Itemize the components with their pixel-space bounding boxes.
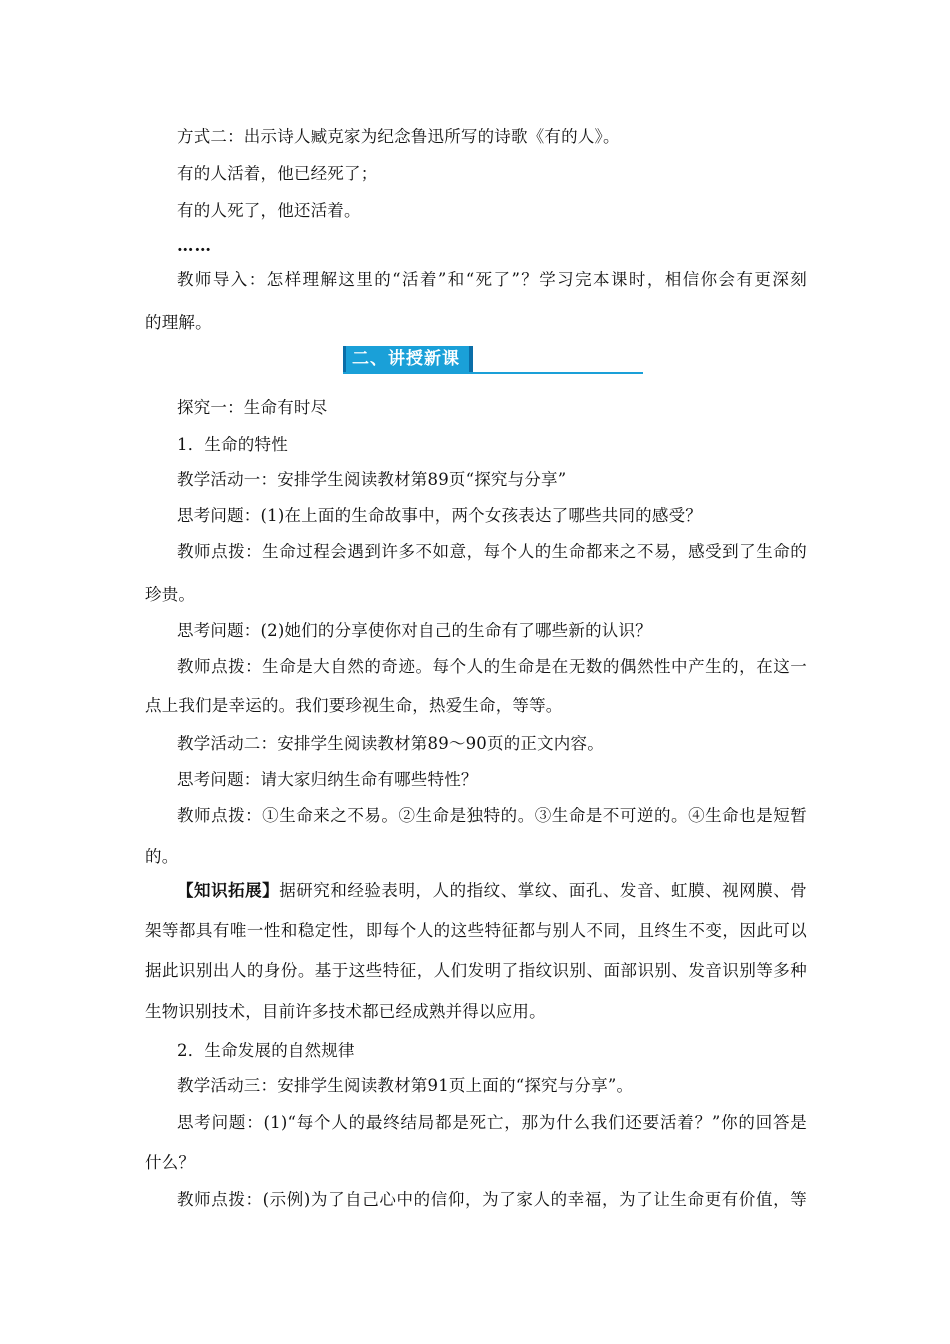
teacher-tip-two-line-1: 教师点拨：生命是大自然的奇迹。每个人的生命是在无数的偶然性中产生的，在这一 bbox=[177, 657, 807, 676]
question-four-line-1: 思考问题：(1)“每个人的最终结局都是死亡，那为什么我们还要活着？”你的回答是 bbox=[177, 1113, 807, 1132]
teacher-tip-three-line-1: 教师点拨：①生命来之不易。②生命是独特的。③生命是不可逆的。④生命也是短暂 bbox=[177, 806, 807, 825]
subheading-life-traits: 1．生命的特性 bbox=[177, 435, 288, 454]
question-two: 思考问题：(2)她们的分享使你对自己的生命有了哪些新的认识？ bbox=[177, 621, 652, 640]
teacher-tip-one-line-1: 教师点拨：生命过程会遇到许多不如意，每个人的生命都来之不易，感受到了生命的 bbox=[177, 542, 807, 561]
teacher-tip-two-line-2: 点上我们是幸运的。我们要珍视生命，热爱生命，等等。 bbox=[145, 696, 563, 715]
section-title: 二、讲授新课 bbox=[352, 349, 460, 369]
section-underline bbox=[343, 372, 643, 374]
explore-one-heading: 探究一：生命有时尽 bbox=[177, 398, 328, 417]
poem-line-1: 有的人活着，他已经死了； bbox=[177, 164, 378, 183]
question-one: 思考问题：(1)在上面的生命故事中，两个女孩表达了哪些共同的感受？ bbox=[177, 506, 702, 525]
question-three: 思考问题：请大家归纳生命有哪些特性？ bbox=[177, 770, 478, 789]
teacher-tip-three-line-2: 的。 bbox=[145, 847, 179, 866]
poem-ellipsis: …… bbox=[177, 236, 212, 255]
question-four-line-2: 什么？ bbox=[145, 1153, 196, 1172]
knowledge-extension-line-4: 生物识别技术，目前许多技术都已经成熟并得以应用。 bbox=[145, 1002, 546, 1021]
paragraph-method-two: 方式二：出示诗人臧克家为纪念鲁迅所写的诗歌《有的人》。 bbox=[177, 127, 620, 146]
section-header-box bbox=[343, 346, 469, 372]
activity-three: 教学活动三：安排学生阅读教材第91页上面的“探究与分享”。 bbox=[177, 1076, 634, 1095]
activity-two: 教学活动二：安排学生阅读教材第89～90页的正文内容。 bbox=[177, 734, 604, 753]
teacher-intro-line-2: 的理解。 bbox=[145, 313, 212, 332]
knowledge-extension-line-1 bbox=[177, 879, 807, 903]
teacher-tip-four: 教师点拨：(示例)为了自己心中的信仰，为了家人的幸福，为了让生命更有价值，等 bbox=[177, 1190, 807, 1209]
teacher-tip-one-line-2: 珍贵。 bbox=[145, 585, 196, 604]
poem-line-2: 有的人死了，他还活着。 bbox=[177, 201, 361, 220]
knowledge-extension-line-3: 据此识别出人的身份。基于这些特征，人们发明了指纹识别、面部识别、发音识别等多种 bbox=[145, 961, 807, 980]
section-header bbox=[343, 346, 643, 374]
teacher-intro-line-1: 教师导入：怎样理解这里的“活着”和“死了”？学习完本课时，相信你会有更深刻 bbox=[177, 270, 807, 289]
activity-one: 教学活动一：安排学生阅读教材第89页“探究与分享” bbox=[177, 470, 567, 489]
section-header-bar bbox=[469, 346, 473, 372]
knowledge-extension-label: 【知识拓展】 bbox=[177, 881, 280, 900]
knowledge-extension-line-2: 架等都具有唯一性和稳定性，即每个人的这些特征都与别人不同，且终生不变，因此可以 bbox=[145, 921, 807, 940]
knowledge-extension-text: 据研究和经验表明，人的指纹、掌纹、面孔、发音、虹膜、视网膜、骨 bbox=[279, 881, 807, 900]
subheading-natural-law: 2．生命发展的自然规律 bbox=[177, 1041, 355, 1060]
